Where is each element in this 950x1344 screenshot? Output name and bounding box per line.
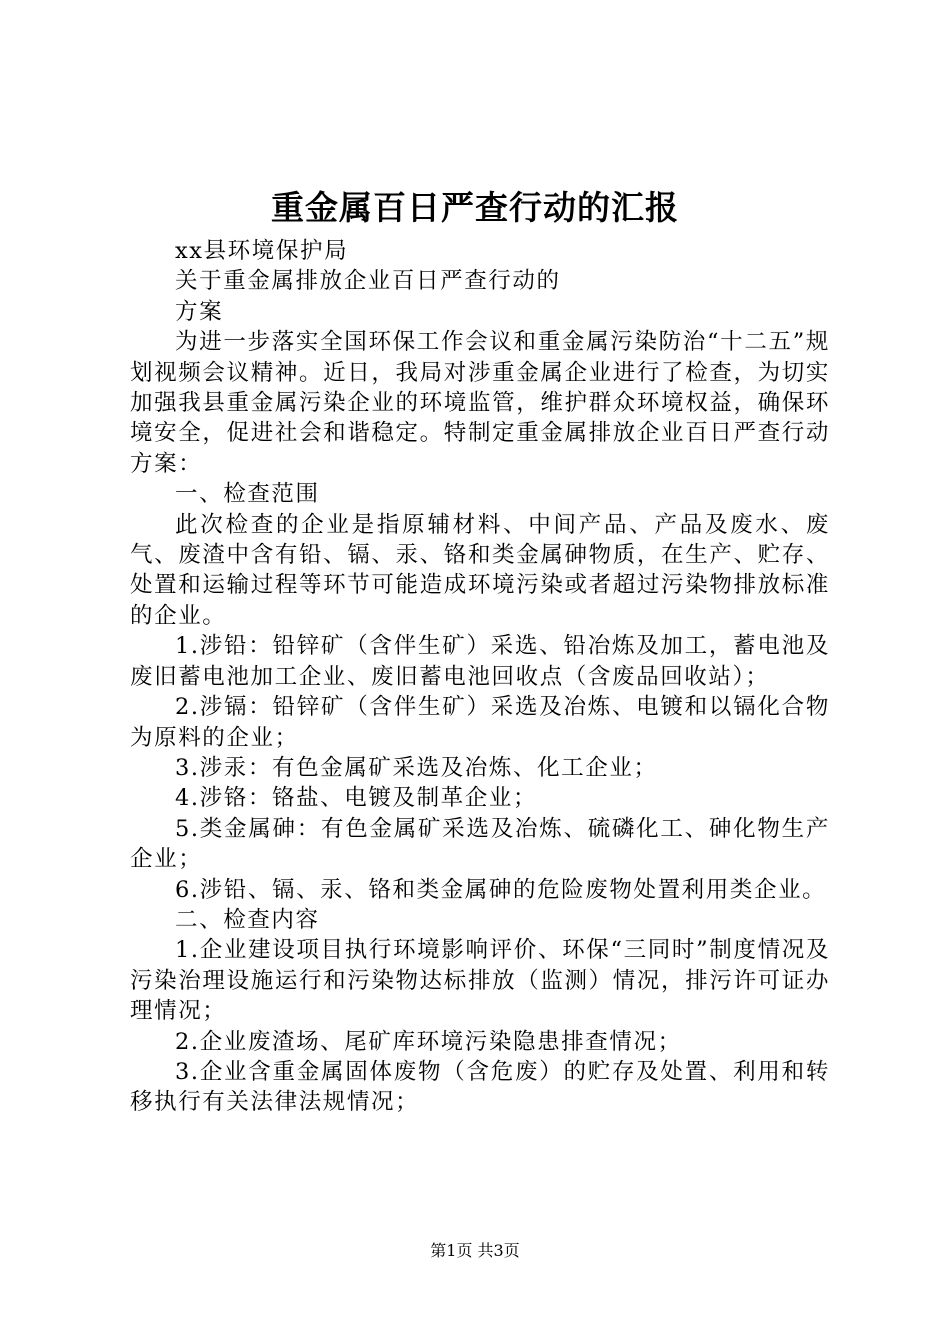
scope-item-cadmium: 2.涉镉：铅锌矿（含伴生矿）采选及冶炼、电镀和以镉化合物为原料的企业； bbox=[130, 694, 830, 751]
document-title: 重金属百日严查行动的汇报 bbox=[271, 188, 679, 227]
content-item-1: 1.企业建设项目执行环境影响评价、环保“三同时”制度情况及污染治理设施运行和污染物达标排放（监测）情况，排污许可证办理情况； bbox=[130, 937, 830, 1025]
document-body bbox=[130, 236, 830, 1118]
subject-line-cont: 方案 bbox=[175, 298, 224, 325]
content-item-3: 3.企业含重金属固体废物（含危废）的贮存及处置、利用和转移执行有关法律法规情况； bbox=[130, 1058, 830, 1116]
scope-item-chromium: 4.涉铬：铬盐、电镀及制革企业； bbox=[175, 785, 538, 812]
subject-line: 关于重金属排放企业百日严查行动的 bbox=[175, 268, 561, 295]
page-footer: 第1页 共3页 bbox=[430, 1241, 520, 1260]
scope-item-hazardous-waste: 6.涉铅、镉、汞、铬和类金属砷的危险废物处置利用类企业。 bbox=[175, 876, 827, 903]
section-heading-content: 二、检查内容 bbox=[175, 906, 320, 933]
scope-item-mercury: 3.涉汞：有色金属矿采选及冶炼、化工企业； bbox=[175, 754, 658, 781]
scope-item-arsenic: 5.类金属砷：有色金属矿采选及冶炼、硫磷化工、砷化物生产企业； bbox=[130, 815, 830, 873]
section-heading-scope: 一、检查范围 bbox=[175, 481, 320, 508]
content-item-2: 2.企业废渣场、尾矿库环境污染隐患排查情况； bbox=[175, 1028, 682, 1055]
scope-item-lead: 1.涉铅：铅锌矿（含伴生矿）采选、铅冶炼及加工，蓄电池及废旧蓄电池加工企业、废旧蓄电池回收点（含废品回收站）； bbox=[130, 633, 830, 690]
intro-paragraph: 为进一步落实全国环保工作会议和重金属污染防治“十二五”规划视频会议精神。近日，我局对涉重金属企业进行了检查，为切实加强我县重金属污染企业的环境监管，维护群众环境权益，确保环境安全，促进社会和谐稳定。特制定重金属排放企业百日严查行动方案： bbox=[130, 329, 830, 477]
issuer-line: xx县环境保护局 bbox=[175, 238, 349, 264]
scope-paragraph: 此次检查的企业是指原辅材料、中间产品、产品及废水、废气、废渣中含有铅、镉、汞、铬和类金属砷物质，在生产、贮存、处置和运输过程等环节可能造成环境污染或者超过污染物排放标准的企业。 bbox=[130, 511, 830, 629]
